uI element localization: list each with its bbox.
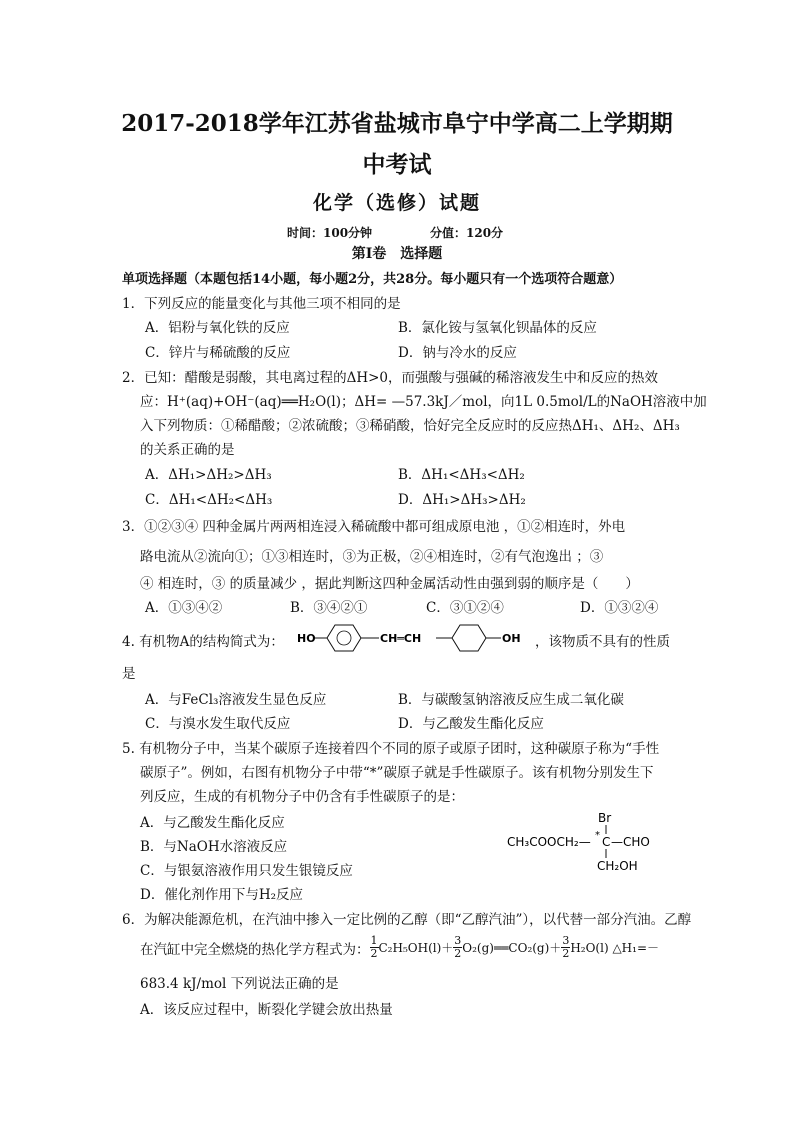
q6-f3-den: 2 <box>562 947 570 960</box>
q5-option-a: A．与乙酸发生酯化反应 <box>140 815 285 831</box>
q3-line3: ④ 相连时，③ 的质量减少 ，据此判断这四种金属活动性由强到弱的顺序是（ ） <box>140 576 639 592</box>
q5-line1: 5. 有机物分子中，当某个碳原子连接着四个不同的原子或原子团时，这种碳原子称为“手性 <box>122 741 660 757</box>
q6-fraction-1 <box>370 935 379 960</box>
q3-option-d: D．①③②④ <box>580 600 659 616</box>
q2-line2: 应：H⁺(aq)+OH⁻(aq)══H₂O(l)；ΔH= —57.3kJ／mol，向1L 0.5mol/L的NaOH溶液中加 <box>140 394 707 410</box>
q5-struct-right: —CHO <box>611 835 650 849</box>
q1-stem: 1．下列反应的能量变化与其他三项不相同的是 <box>122 296 401 312</box>
q6-line3: 683.4 kJ/mol 下列说法正确的是 <box>140 976 339 992</box>
q2-option-d: D．ΔH₁>ΔH₃>ΔH₂ <box>398 492 526 508</box>
q6-eq-term3: H₂O(l) △H₁=－ <box>570 941 660 955</box>
q4-option-d: D．与乙酸发生酯化反应 <box>398 716 544 732</box>
q2-line4: 的关系正确的是 <box>140 442 235 458</box>
q6-f2-num: 3 <box>454 934 462 947</box>
q6-option-a: A．该反应过程中，断裂化学键会放出热量 <box>140 1002 393 1018</box>
q3-option-a: A．①③④② <box>145 600 223 616</box>
q4-structure-diagram <box>295 620 530 654</box>
q2-option-a: A．ΔH₁>ΔH₂>ΔH₃ <box>145 467 272 483</box>
q3-option-c: C．③①②④ <box>426 600 504 616</box>
q4-struct-ho: HO <box>297 632 316 645</box>
exam-score: 分值：120分 <box>430 226 504 240</box>
q4-option-a: A．与FeCl₃溶液发生显色反应 <box>145 692 327 708</box>
q3-option-b: B．③④②① <box>290 600 368 616</box>
q5-struct-br: Br <box>598 811 612 825</box>
q6-line1: 6．为解决能源危机，在汽油中掺入一定比例的乙醇（即“乙醇汽油”），以代替一部分汽油。乙醇 <box>122 912 692 928</box>
q4-struct-ch-ch: CH═CH <box>380 632 422 645</box>
q4-option-c: C．与溴水发生取代反应 <box>145 716 291 732</box>
q6-f3-num: 3 <box>562 934 570 947</box>
q5-option-b: B．与NaOH水溶液反应 <box>140 839 288 855</box>
q3-line1: 3．①②③④ 四种金属片两两相连浸入稀硫酸中都可组成原电池 ，①②相连时，外电 <box>122 519 626 535</box>
q6-equation-line <box>140 935 659 960</box>
q2-line3: 入下列物质：①稀醋酸；②浓硫酸；③稀硝酸，恰好完全反应时的反应热ΔH₁、ΔH₂、ΔH₃ <box>140 418 680 434</box>
q3-line2: 路电流从②流向①；①③相连时，③为正极，②④相连时，②有气泡逸出 ；③ <box>140 549 604 565</box>
document-subtitle: 化学（选修）试题 <box>312 192 481 214</box>
q4-option-b: B．与碳酸氢钠溶液反应生成二氧化碳 <box>398 692 624 708</box>
document-title-line1: 2017-2018学年江苏省盐城市阜宁中学高二上学期期 <box>121 110 673 137</box>
q5-option-c: C．与银氨溶液作用只发生银镜反应 <box>140 863 353 879</box>
q6-fraction-2 <box>453 935 462 960</box>
q5-struct-star: * <box>595 830 600 841</box>
exam-time: 时间：100分钟 <box>287 226 373 240</box>
q2-option-c: C．ΔH₁<ΔH₂<ΔH₃ <box>145 492 273 508</box>
q4-stem-suffix: ，该物质不具有的性质 <box>535 634 670 650</box>
benzene-ring-shape <box>327 625 361 651</box>
document-title-line2: 中考试 <box>362 151 432 178</box>
q5-structure-diagram <box>505 808 685 876</box>
q6-eq-term2: O₂(g)══CO₂(g)＋ <box>462 941 562 955</box>
q2-line1: 2．已知：醋酸是弱酸，其电离过程的ΔH>0，而强酸与强碱的稀溶液发生中和反应的热效 <box>122 370 659 386</box>
q5-struct-center: C <box>602 835 611 849</box>
q6-f1-num: 1 <box>370 934 378 947</box>
q4-struct-oh: OH <box>502 632 521 645</box>
q5-line2: 碳原子”。例如，右图有机物分子中带“*”碳原子就是手性碳原子。该有机物分别发生下 <box>140 765 654 781</box>
q1-option-b: B．氯化铵与氢氧化钡晶体的反应 <box>398 320 597 336</box>
q6-eq-term1: C₂H₅OH(l)＋ <box>378 941 454 955</box>
q5-struct-left: CH₃COOCH₂— <box>507 835 591 849</box>
q1-option-d: D．钠与冷水的反应 <box>398 345 517 361</box>
q5-struct-bottom: CH₂OH <box>597 859 638 873</box>
q6-line2-prefix: 在汽缸中完全燃烧的热化学方程式为： <box>140 941 370 958</box>
instruction: 单项选择题（本题包括14小题，每小题2分，共28分。每小题只有一个选项符合题意） <box>122 272 623 287</box>
q1-option-c: C．锌片与稀硫酸的反应 <box>145 345 291 361</box>
q5-line3: 列反应，生成的有机物分子中仍含有手性碳原子的是： <box>140 789 464 805</box>
q2-option-b: B．ΔH₁<ΔH₃<ΔH₂ <box>398 467 525 483</box>
q4-line2: 是 <box>122 666 136 682</box>
q6-f2-den: 2 <box>454 947 462 960</box>
cyclohexane-ring-shape <box>452 625 486 651</box>
q4-stem-prefix: 4. 有机物A的结构简式为： <box>122 634 284 650</box>
q1-option-a: A．铝粉与氧化铁的反应 <box>145 320 290 336</box>
q6-fraction-3 <box>561 935 570 960</box>
q6-f1-den: 2 <box>370 947 378 960</box>
q5-option-d: D．催化剂作用下与H₂反应 <box>140 887 304 903</box>
section-heading: 第Ⅰ卷 选择题 <box>351 246 443 262</box>
